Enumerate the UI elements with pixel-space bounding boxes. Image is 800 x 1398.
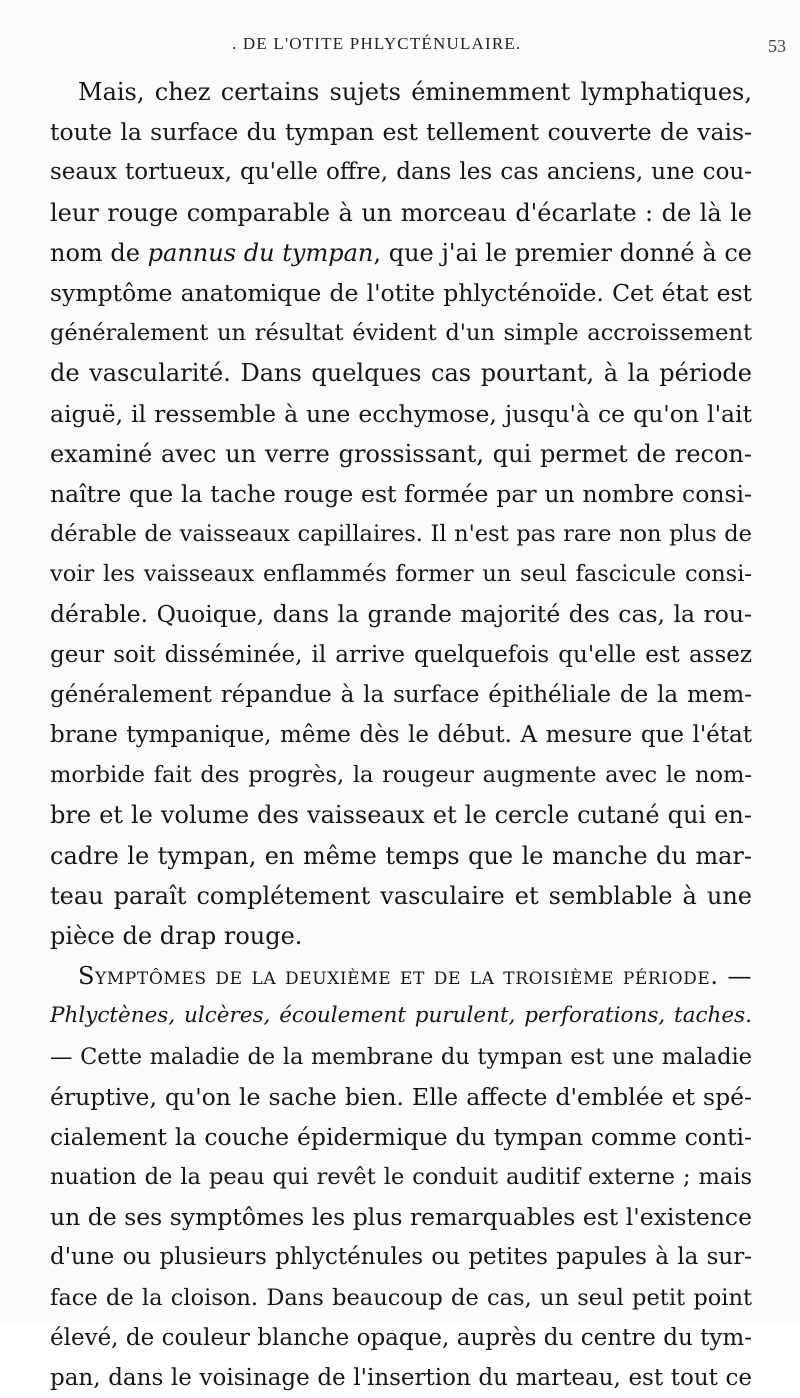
text-line: cadre le tympan, en même temps que le manche du mar- — [50, 841, 752, 870]
italic-term: pannus du tympan — [147, 238, 374, 267]
text-line: brane tympanique, même dès le début. A mesure que l'état — [50, 722, 752, 748]
body-text — [50, 72, 752, 1398]
page-number: 53 — [768, 36, 786, 56]
text-line: dérable. Quoique, dans la grande majorité des cas, la rou- — [50, 600, 752, 629]
section-subtitle: Phlyctènes, ulcères, écoulement purulent, perforations, taches. — [50, 1003, 752, 1029]
text-line: seaux tortueux, qu'elle offre, dans les cas anciens, une cou- — [50, 159, 752, 186]
text-line: pan, dans le voisinage de l'insertion du marteau, est tout ce — [50, 1365, 752, 1391]
text-line: Mais, chez certains sujets éminemment lymphatiques, — [78, 78, 752, 106]
text-line: nuation de la peau qui revêt le conduit auditif externe ; mais — [50, 1164, 752, 1191]
text-line: éruptive, qu'on le sache bien. Elle affecte d'emblée et spé- — [50, 1082, 752, 1111]
text-line: face de la cloison. Dans beaucoup de cas, un seul petit point — [50, 1284, 752, 1311]
text-line: aiguë, il ressemble à une ecchymose, jusqu'à ce qu'on l'ait — [50, 399, 752, 428]
text-line: pièce de drap rouge. — [50, 921, 303, 950]
text-line: morbide fait des progrès, la rougeur augmente avec le nom- — [50, 762, 752, 789]
text-line: un de ses symptômes les plus remarquables est l'existence — [50, 1203, 752, 1232]
text-line: teau paraît complétement vasculaire et semblable à une — [50, 881, 752, 910]
text-line: examiné avec un verre grossissant, qui permet de recon- — [50, 439, 752, 468]
section-heading: Symptômes de la deuxième et de la troisième période. — — [78, 962, 752, 991]
text-line: cialement la couche épidermique du tympan comme conti- — [50, 1122, 752, 1151]
running-title: . DE L'OTITE PHLYCTÉNULAIRE. — [232, 34, 522, 53]
text-line: voir les vaisseaux enflammés former un seul fascicule consi- — [50, 561, 752, 588]
text-line: leur rouge comparable à un morceau d'écarlate : de là le — [50, 198, 752, 227]
text-line: d'une ou plusieurs phlycténules ou petites papules à la sur- — [50, 1244, 752, 1271]
text-line: élevé, de couleur blanche opaque, auprès du centre du tym- — [50, 1324, 752, 1351]
text-line: geur soit disséminée, il arrive quelquefois qu'elle est assez — [50, 641, 752, 668]
text-run: nom de — [50, 238, 148, 267]
text-line: bre et le volume des vaisseaux et le cercle cutané qui en- — [50, 801, 752, 830]
text-line: naître que la tache rouge est formée par un nombre consi- — [50, 479, 752, 508]
text-line: — Cette maladie de la membrane du tympan est une maladie — [50, 1043, 752, 1070]
text-line: symptôme anatomique de l'otite phlycténoïde. Cet état est — [50, 278, 752, 307]
text-line: de vascularité. Dans quelques cas pourtant, à la période — [50, 359, 752, 388]
text-line: généralement un résultat évident d'un simple accroissement — [50, 320, 752, 347]
running-head — [0, 34, 800, 58]
text-line — [50, 233, 752, 273]
text-run: , que j'ai le premier donné à ce — [373, 238, 752, 267]
text-line: toute la surface du tympan est tellement couverte de vais- — [50, 118, 752, 147]
text-line: généralement répandue à la surface épithéliale de la mem- — [50, 681, 752, 708]
text-line: dérable de vaisseaux capillaires. Il n'est pas rare non plus de — [50, 521, 752, 548]
